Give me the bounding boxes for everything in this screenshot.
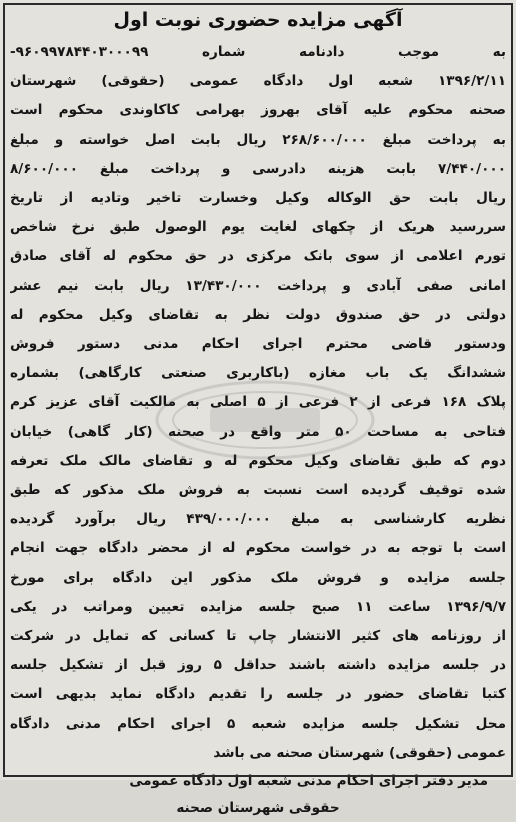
body-line: عمومی (حقوقی) شهرستان صحنه می باشد — [213, 744, 506, 761]
body-line: از روزنامه های کثیر الانتشار چاپ تا کسانی که تمایل در شرکت — [10, 628, 506, 645]
body-line: ۱۳۹۶/۲/۱۱ شعبه اول دادگاه عمومی (حقوقی) شهرستان — [10, 73, 506, 90]
body-line: ۱۳۹۶/۹/۷ ساعت ۱۱ صبح جلسه مزایده تعیین ومراتب در یکی — [10, 598, 506, 615]
body-line: ودستور قاضی محترم اجرای احکام مدنی دستور فروش — [10, 336, 506, 353]
body-line: سررسید هریک از چکهای لغایت یوم الوصول طبق نرخ شاخص — [10, 219, 506, 236]
signature-line: حقوقی شهرستان صحنه — [176, 800, 340, 817]
body-line: فتاحی به مساحت ۵۰ متر واقع در صحنه (کار گاهی) خیابان — [10, 423, 506, 440]
body-line: پلاک ۱۶۸ فرعی از ۲ فرعی از ۵ اصلی به مالکیت آقای عزیز کرم — [10, 394, 506, 411]
body-line: ۷/۴۴۰/۰۰۰ بابت هزینه دادرسی و پرداخت مبلغ ۸/۶۰۰/۰۰۰ — [10, 160, 506, 177]
body-line: ریال بابت حق الوکاله وکیل وخسارت تاخیر وتادیه از تاریخ — [10, 190, 506, 207]
body-line: دولتی در حق صندوق دولت نظر به تقاضای وکیل محکوم له — [10, 306, 506, 323]
body-line: به موجب دادنامه شماره ۹۶۰۹۹۷۸۴۴۰۳۰۰۰۹۹- — [10, 44, 506, 60]
body-line: محل تشکیل جلسه مزایده شعبه ۵ اجرای احکام مدنی دادگاه — [10, 715, 506, 732]
body-line: دوم که طبق تقاضای وکیل محکوم له و تقاضای مالک ملک تعرفه — [10, 452, 506, 469]
newspaper-logo-watermark-icon — [150, 375, 380, 465]
signature-line: مدیر دفتر اجرای احکام مدنی شعبه اول دادگاه عمومی — [129, 773, 488, 790]
body-line: امانی صفی آبادی و پرداخت ۱۳/۴۳۰/۰۰۰ ریال بابت نیم عشر — [10, 277, 506, 294]
body-line: کتبا تقاضای حضور در جلسه را تقدیم دادگاه نماید بدیهی است — [10, 686, 506, 703]
body-line: است با توجه به در خواست محکوم له از محضر دادگاه جهت انجام — [10, 540, 506, 557]
notice-title: آگهی مزایده حضوری نوبت اول — [113, 9, 403, 31]
body-line: به پرداخت مبلغ ۲۶۸/۶۰۰/۰۰۰ ریال بابت اصل خواسته و مبلغ — [10, 131, 506, 148]
body-line: در جلسه مزایده داشته باشند حداقل ۵ روز قبل از تشکیل جلسه — [10, 657, 506, 674]
body-line: ششدانگ یک باب مغازه (باکاربری صنعتی کارگاهی) بشماره — [10, 365, 506, 382]
notice-signature — [10, 768, 506, 822]
body-line: نظریه کارشناسی به مبلغ ۴۳۹/۰۰۰/۰۰۰ ریال برآورد گردیده — [10, 511, 506, 528]
body-line: جلسه مزایده و فروش ملک مذکور این دادگاه برای مورخ — [10, 569, 506, 586]
body-line: تورم اعلامی از سوی بانک مرکزی در حق محکوم له آقای صادق — [10, 248, 506, 265]
body-line: شده توقیف گردیده است نسبت به فروش ملک مذکور که طبق — [10, 482, 506, 499]
body-line: صحنه محکوم علیه آقای بهروز بهرامی کاکاوندی محکوم است — [10, 102, 506, 119]
